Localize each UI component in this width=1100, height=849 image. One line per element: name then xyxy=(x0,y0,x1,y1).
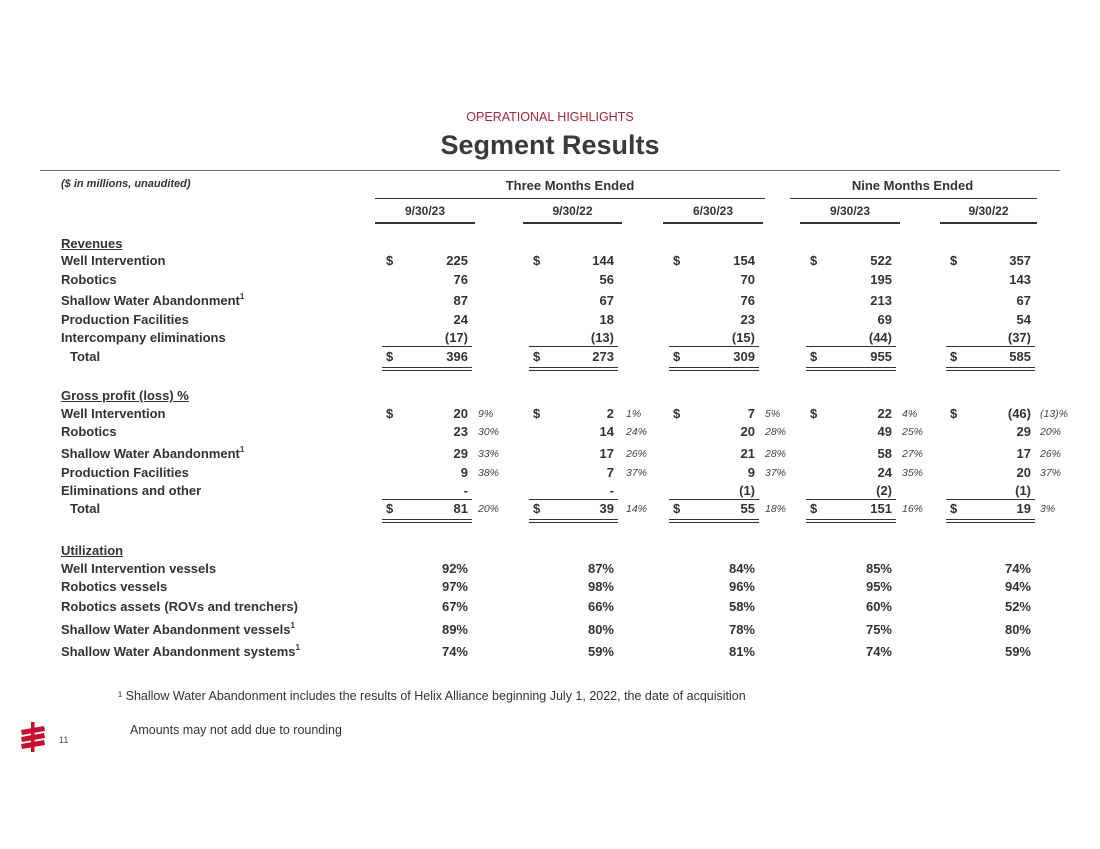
currency-symbol: $ xyxy=(386,253,394,268)
margin-percent: 1% xyxy=(626,408,642,420)
table-row xyxy=(0,270,1100,290)
row-label-text: Well Intervention vessels xyxy=(61,561,217,576)
total-double-rule xyxy=(529,367,618,368)
total-double-rule xyxy=(806,370,896,371)
row-label-text: Shallow Water Abandonment xyxy=(61,293,240,308)
cell-value: 522 xyxy=(870,253,892,268)
cell-value: 97% xyxy=(441,579,468,594)
cell-value: 585 xyxy=(1009,349,1031,364)
table-row xyxy=(0,404,1100,424)
cell-value: 9 xyxy=(747,465,755,480)
cell-value: 24 xyxy=(877,465,892,480)
cell-value: 74% xyxy=(865,644,892,659)
margin-percent: 5% xyxy=(765,408,781,420)
section-utilization xyxy=(0,541,1100,561)
cell-value: 396 xyxy=(446,349,468,364)
cell-value: 94% xyxy=(1004,579,1031,594)
total-double-rule xyxy=(946,519,1035,520)
cell-value: 154 xyxy=(733,253,755,268)
row-label xyxy=(61,559,216,579)
table-row xyxy=(0,291,1100,311)
row-label xyxy=(61,642,300,664)
period-label: 9/30/22 xyxy=(968,204,1009,218)
margin-percent: 26% xyxy=(626,448,648,460)
cell-value: 76 xyxy=(453,272,468,287)
row-label xyxy=(61,620,295,642)
footnote-mark: 1 xyxy=(290,621,295,630)
title-divider xyxy=(40,170,1060,171)
cell-value: 66% xyxy=(587,599,614,614)
cell-value: 19 xyxy=(1016,501,1031,516)
cell-value: 74% xyxy=(441,644,468,659)
total-double-rule xyxy=(946,367,1035,368)
currency-symbol: $ xyxy=(950,253,958,268)
cell-value: (1) xyxy=(739,483,755,498)
cell-value: 54 xyxy=(1016,312,1031,327)
margin-percent: 28% xyxy=(765,426,787,438)
currency-symbol: $ xyxy=(950,406,958,421)
row-label-text: Total xyxy=(70,501,101,516)
margin-percent: 20% xyxy=(1040,426,1062,438)
cell-value: 144 xyxy=(592,253,614,268)
total-double-rule xyxy=(806,367,896,368)
cell-value: 955 xyxy=(870,349,892,364)
cell-value: (2) xyxy=(876,483,892,498)
table-row xyxy=(0,444,1100,464)
cell-value: (15) xyxy=(731,330,755,345)
cell-value: 23 xyxy=(453,424,468,439)
row-label xyxy=(61,463,189,483)
table-row xyxy=(0,597,1100,617)
cell-value: 24 xyxy=(453,312,468,327)
section-eyebrow: OPERATIONAL HIGHLIGHTS xyxy=(466,110,634,124)
total-double-rule xyxy=(529,519,618,520)
cell-value: - xyxy=(463,483,468,498)
margin-percent: 24% xyxy=(626,426,648,438)
cell-value: 20 xyxy=(1016,465,1031,480)
table-row xyxy=(0,310,1100,330)
section-label: Utilization xyxy=(61,543,124,558)
margin-percent: 20% xyxy=(478,503,500,515)
table-row xyxy=(0,251,1100,271)
cell-value: 357 xyxy=(1009,253,1031,268)
period-underline xyxy=(523,222,622,224)
total-double-rule xyxy=(669,522,759,523)
row-label-text: Shallow Water Abandonment systems xyxy=(61,644,296,659)
cell-value: 74% xyxy=(1004,561,1031,576)
row-label-text: Well Intervention xyxy=(61,253,166,268)
cell-value: 195 xyxy=(870,272,892,287)
cell-value: 7 xyxy=(747,406,755,421)
total-double-rule xyxy=(382,522,472,523)
cell-value: (17) xyxy=(444,330,468,345)
row-label-text: Total xyxy=(70,349,101,364)
cell-value: 21 xyxy=(740,446,755,461)
margin-percent: 26% xyxy=(1040,448,1062,460)
cell-value: 20 xyxy=(740,424,755,439)
cell-value: 213 xyxy=(870,293,892,308)
cell-value: 7 xyxy=(606,465,614,480)
cell-value: 18 xyxy=(599,312,614,327)
row-label xyxy=(70,347,100,367)
table-row xyxy=(0,642,1100,662)
currency-symbol: $ xyxy=(533,253,541,268)
margin-percent: 9% xyxy=(478,408,494,420)
margin-percent: 37% xyxy=(765,467,787,479)
cell-value: 81% xyxy=(728,644,755,659)
currency-symbol: $ xyxy=(950,501,958,516)
margin-percent: 30% xyxy=(478,426,500,438)
period-underline xyxy=(940,222,1037,224)
table-row xyxy=(0,559,1100,579)
cell-value: 87 xyxy=(453,293,468,308)
currency-symbol: $ xyxy=(533,349,541,364)
cell-value: 49 xyxy=(877,424,892,439)
currency-symbol: $ xyxy=(673,501,681,516)
currency-symbol: $ xyxy=(810,349,818,364)
cell-value: 78% xyxy=(728,622,755,637)
cell-value: 151 xyxy=(870,501,892,516)
section-gross-profit xyxy=(0,386,1100,406)
cell-value: 52% xyxy=(1004,599,1031,614)
margin-percent: 27% xyxy=(902,448,924,460)
section-label: Revenues xyxy=(61,236,123,251)
total-double-rule xyxy=(529,370,618,371)
row-label-text: Well Intervention xyxy=(61,406,166,421)
page-number: 11 xyxy=(59,735,69,745)
row-label xyxy=(61,404,166,424)
row-label xyxy=(61,481,201,501)
cell-value: (46) xyxy=(1007,406,1031,421)
margin-percent: 28% xyxy=(765,448,787,460)
footnote-rounding: Amounts may not add due to rounding xyxy=(130,723,342,737)
unit-note: ($ in millions, unaudited) xyxy=(61,178,191,190)
cell-value: 56 xyxy=(599,272,614,287)
table-row xyxy=(0,328,1100,348)
period-underline xyxy=(375,222,475,224)
footnote-mark: 1 xyxy=(239,292,245,301)
row-label-text: Shallow Water Abandonment vessels xyxy=(61,622,291,637)
currency-symbol: $ xyxy=(810,501,818,516)
cell-value: 143 xyxy=(1009,272,1031,287)
cell-value: 89% xyxy=(441,622,468,637)
cell-value: 20 xyxy=(453,406,468,421)
cell-value: 58 xyxy=(877,446,892,461)
group-header-three-months: Three Months Ended xyxy=(505,178,635,193)
currency-symbol: $ xyxy=(533,501,541,516)
period-label: 9/30/23 xyxy=(829,204,871,218)
total-double-rule xyxy=(806,519,896,520)
cell-value: (44) xyxy=(868,330,892,345)
cell-value: (1) xyxy=(1015,483,1031,498)
cell-value: 67 xyxy=(599,293,614,308)
cell-value: 2 xyxy=(606,406,614,421)
row-label-text: Production Facilities xyxy=(61,312,189,327)
cell-value: 70 xyxy=(740,272,755,287)
footnote-acquisition: ¹ Shallow Water Abandonment includes the results of Helix Alliance beginning July 1, 2022, the date of acquisition xyxy=(118,689,746,703)
cell-value: 14 xyxy=(599,424,614,439)
cell-value: 58% xyxy=(728,599,755,614)
cell-value: 29 xyxy=(1016,424,1031,439)
row-label xyxy=(61,310,189,330)
margin-percent: 38% xyxy=(478,467,500,479)
period-label: 9/30/23 xyxy=(404,204,446,218)
cell-value: 225 xyxy=(446,253,468,268)
currency-symbol: $ xyxy=(673,349,681,364)
row-label-text: Eliminations and other xyxy=(61,483,202,498)
group-underline-nine-months xyxy=(790,198,1037,199)
margin-percent: 14% xyxy=(626,503,648,515)
currency-symbol: $ xyxy=(386,406,394,421)
total-double-rule xyxy=(669,519,759,520)
total-double-rule xyxy=(946,522,1035,523)
row-label xyxy=(61,328,226,348)
cell-value: 85% xyxy=(865,561,892,576)
cell-value: 84% xyxy=(728,561,755,576)
cell-value: 309 xyxy=(733,349,755,364)
cell-value: 60% xyxy=(865,599,892,614)
total-double-rule xyxy=(529,522,618,523)
row-label-text: Production Facilities xyxy=(61,465,189,480)
section-label: Gross profit (loss) % xyxy=(61,388,189,403)
margin-percent: 3% xyxy=(1040,503,1056,515)
cell-value: 80% xyxy=(1004,622,1031,637)
cell-value: 95% xyxy=(865,579,892,594)
cell-value: 67 xyxy=(1016,293,1031,308)
cell-value: (13) xyxy=(590,330,614,345)
currency-symbol: $ xyxy=(533,406,541,421)
row-label xyxy=(61,577,167,597)
table-row xyxy=(0,422,1100,442)
total-row xyxy=(0,499,1100,519)
row-label-text: Robotics assets (ROVs and trenchers) xyxy=(61,599,298,614)
cell-value: 75% xyxy=(865,622,892,637)
row-label-text: Robotics vessels xyxy=(61,579,168,594)
margin-percent: 33% xyxy=(478,448,500,460)
row-label-text: Robotics xyxy=(61,272,117,287)
total-double-rule xyxy=(382,367,472,368)
currency-symbol: $ xyxy=(673,253,681,268)
cell-value: 55 xyxy=(740,501,755,516)
table-row xyxy=(0,620,1100,640)
margin-percent: 35% xyxy=(902,467,924,479)
margin-percent: 16% xyxy=(902,503,924,515)
cell-value: - xyxy=(609,483,614,498)
table-row xyxy=(0,481,1100,501)
group-header-nine-months: Nine Months Ended xyxy=(851,178,974,193)
period-underline xyxy=(663,222,763,224)
currency-symbol: $ xyxy=(950,349,958,364)
cell-value: 39 xyxy=(599,501,614,516)
row-label-text: Intercompany eliminations xyxy=(61,330,226,345)
margin-percent: 37% xyxy=(1040,467,1062,479)
cell-value: 80% xyxy=(587,622,614,637)
cell-value: 23 xyxy=(740,312,755,327)
page-title: Segment Results xyxy=(440,130,660,160)
total-double-rule xyxy=(946,370,1035,371)
row-label xyxy=(61,422,117,442)
footnote-mark: 1 xyxy=(239,445,245,454)
margin-percent: 4% xyxy=(902,408,918,420)
cell-value: 76 xyxy=(740,293,755,308)
company-logo xyxy=(20,722,46,752)
total-double-rule xyxy=(382,370,472,371)
row-label xyxy=(61,270,117,290)
cell-value: 17 xyxy=(1016,446,1031,461)
margin-percent: 37% xyxy=(626,467,648,479)
total-double-rule xyxy=(382,519,472,520)
group-underline-three-months xyxy=(375,198,765,199)
row-label-text: Shallow Water Abandonment xyxy=(61,446,240,461)
table-row xyxy=(0,463,1100,483)
cell-value: 67% xyxy=(441,599,468,614)
footnote-mark: 1 xyxy=(295,643,300,652)
cell-value: 29 xyxy=(453,446,468,461)
row-label xyxy=(61,251,166,271)
cell-value: 273 xyxy=(592,349,614,364)
row-label-text: Robotics xyxy=(61,424,117,439)
row-label xyxy=(61,597,298,617)
cell-value: 98% xyxy=(587,579,614,594)
cell-value: 22 xyxy=(877,406,892,421)
cell-value: 59% xyxy=(587,644,614,659)
cell-value: 92% xyxy=(441,561,468,576)
margin-percent: 18% xyxy=(765,503,787,515)
margin-percent: (13)% xyxy=(1040,408,1069,420)
total-double-rule xyxy=(806,522,896,523)
period-underline xyxy=(800,222,900,224)
period-label: 6/30/23 xyxy=(692,204,734,218)
cell-value: 96% xyxy=(728,579,755,594)
cell-value: (37) xyxy=(1007,330,1031,345)
row-label xyxy=(70,499,100,519)
cell-value: 87% xyxy=(587,561,614,576)
total-row xyxy=(0,347,1100,367)
currency-symbol: $ xyxy=(386,501,394,516)
currency-symbol: $ xyxy=(810,253,818,268)
table-row xyxy=(0,577,1100,597)
currency-symbol: $ xyxy=(386,349,394,364)
currency-symbol: $ xyxy=(810,406,818,421)
cell-value: 17 xyxy=(599,446,614,461)
period-label: 9/30/22 xyxy=(552,204,593,218)
currency-symbol: $ xyxy=(673,406,681,421)
total-double-rule xyxy=(669,370,759,371)
cell-value: 81 xyxy=(453,501,468,516)
margin-percent: 25% xyxy=(902,426,924,438)
cell-value: 59% xyxy=(1004,644,1031,659)
cell-value: 69 xyxy=(877,312,892,327)
cell-value: 9 xyxy=(460,465,468,480)
total-double-rule xyxy=(669,367,759,368)
